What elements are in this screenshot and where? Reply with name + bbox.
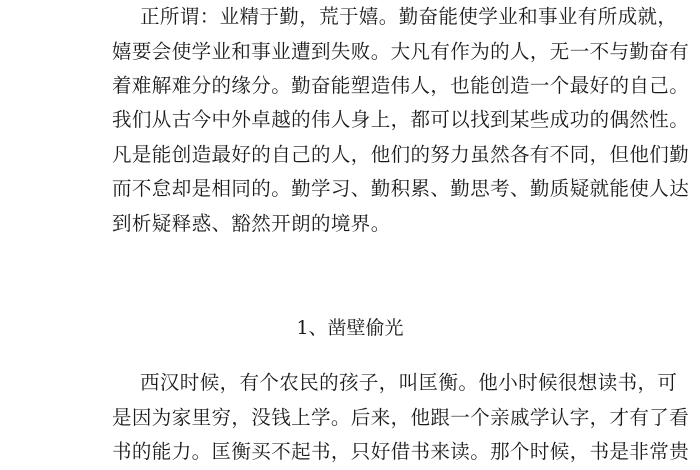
paragraph-line: 到析疑释惑、豁然开朗的境界。 xyxy=(112,212,391,235)
paragraph-line: 书的能力。匡衡买不起书，只好借书来读。那个时候，书是非常贵 xyxy=(112,440,690,463)
paragraph-line: 正所谓：业精于勤，荒于嬉。勤奋能使学业和事业有所成就， xyxy=(140,5,678,28)
paragraph-line: 凡是能创造最好的自己的人，他们的努力虽然各有不同，但他们勤 xyxy=(112,143,690,166)
paragraph-line: 嬉要会使学业和事业遭到失败。大凡有作为的人，无一不与勤奋有 xyxy=(112,40,690,63)
section-heading: 1、凿壁偷光 xyxy=(296,317,404,339)
paragraph-line: 着难解难分的缘分。勤奋能塑造伟人，也能创造一个最好的自己。 xyxy=(112,74,690,97)
paragraph-line: 而不怠却是相同的。勤学习、勤积累、勤思考、勤质疑就能使人达 xyxy=(112,177,690,200)
paragraph-line: 西汉时候，有个农民的孩子，叫匡衡。他小时候很想读书，可 xyxy=(140,371,678,394)
paragraph-line: 我们从古今中外卓越的伟人身上，都可以找到某些成功的偶然性。 xyxy=(112,108,690,131)
paragraph-line: 是因为家里穷，没钱上学。后来，他跟一个亲戚学认字，才有了看 xyxy=(112,406,690,429)
